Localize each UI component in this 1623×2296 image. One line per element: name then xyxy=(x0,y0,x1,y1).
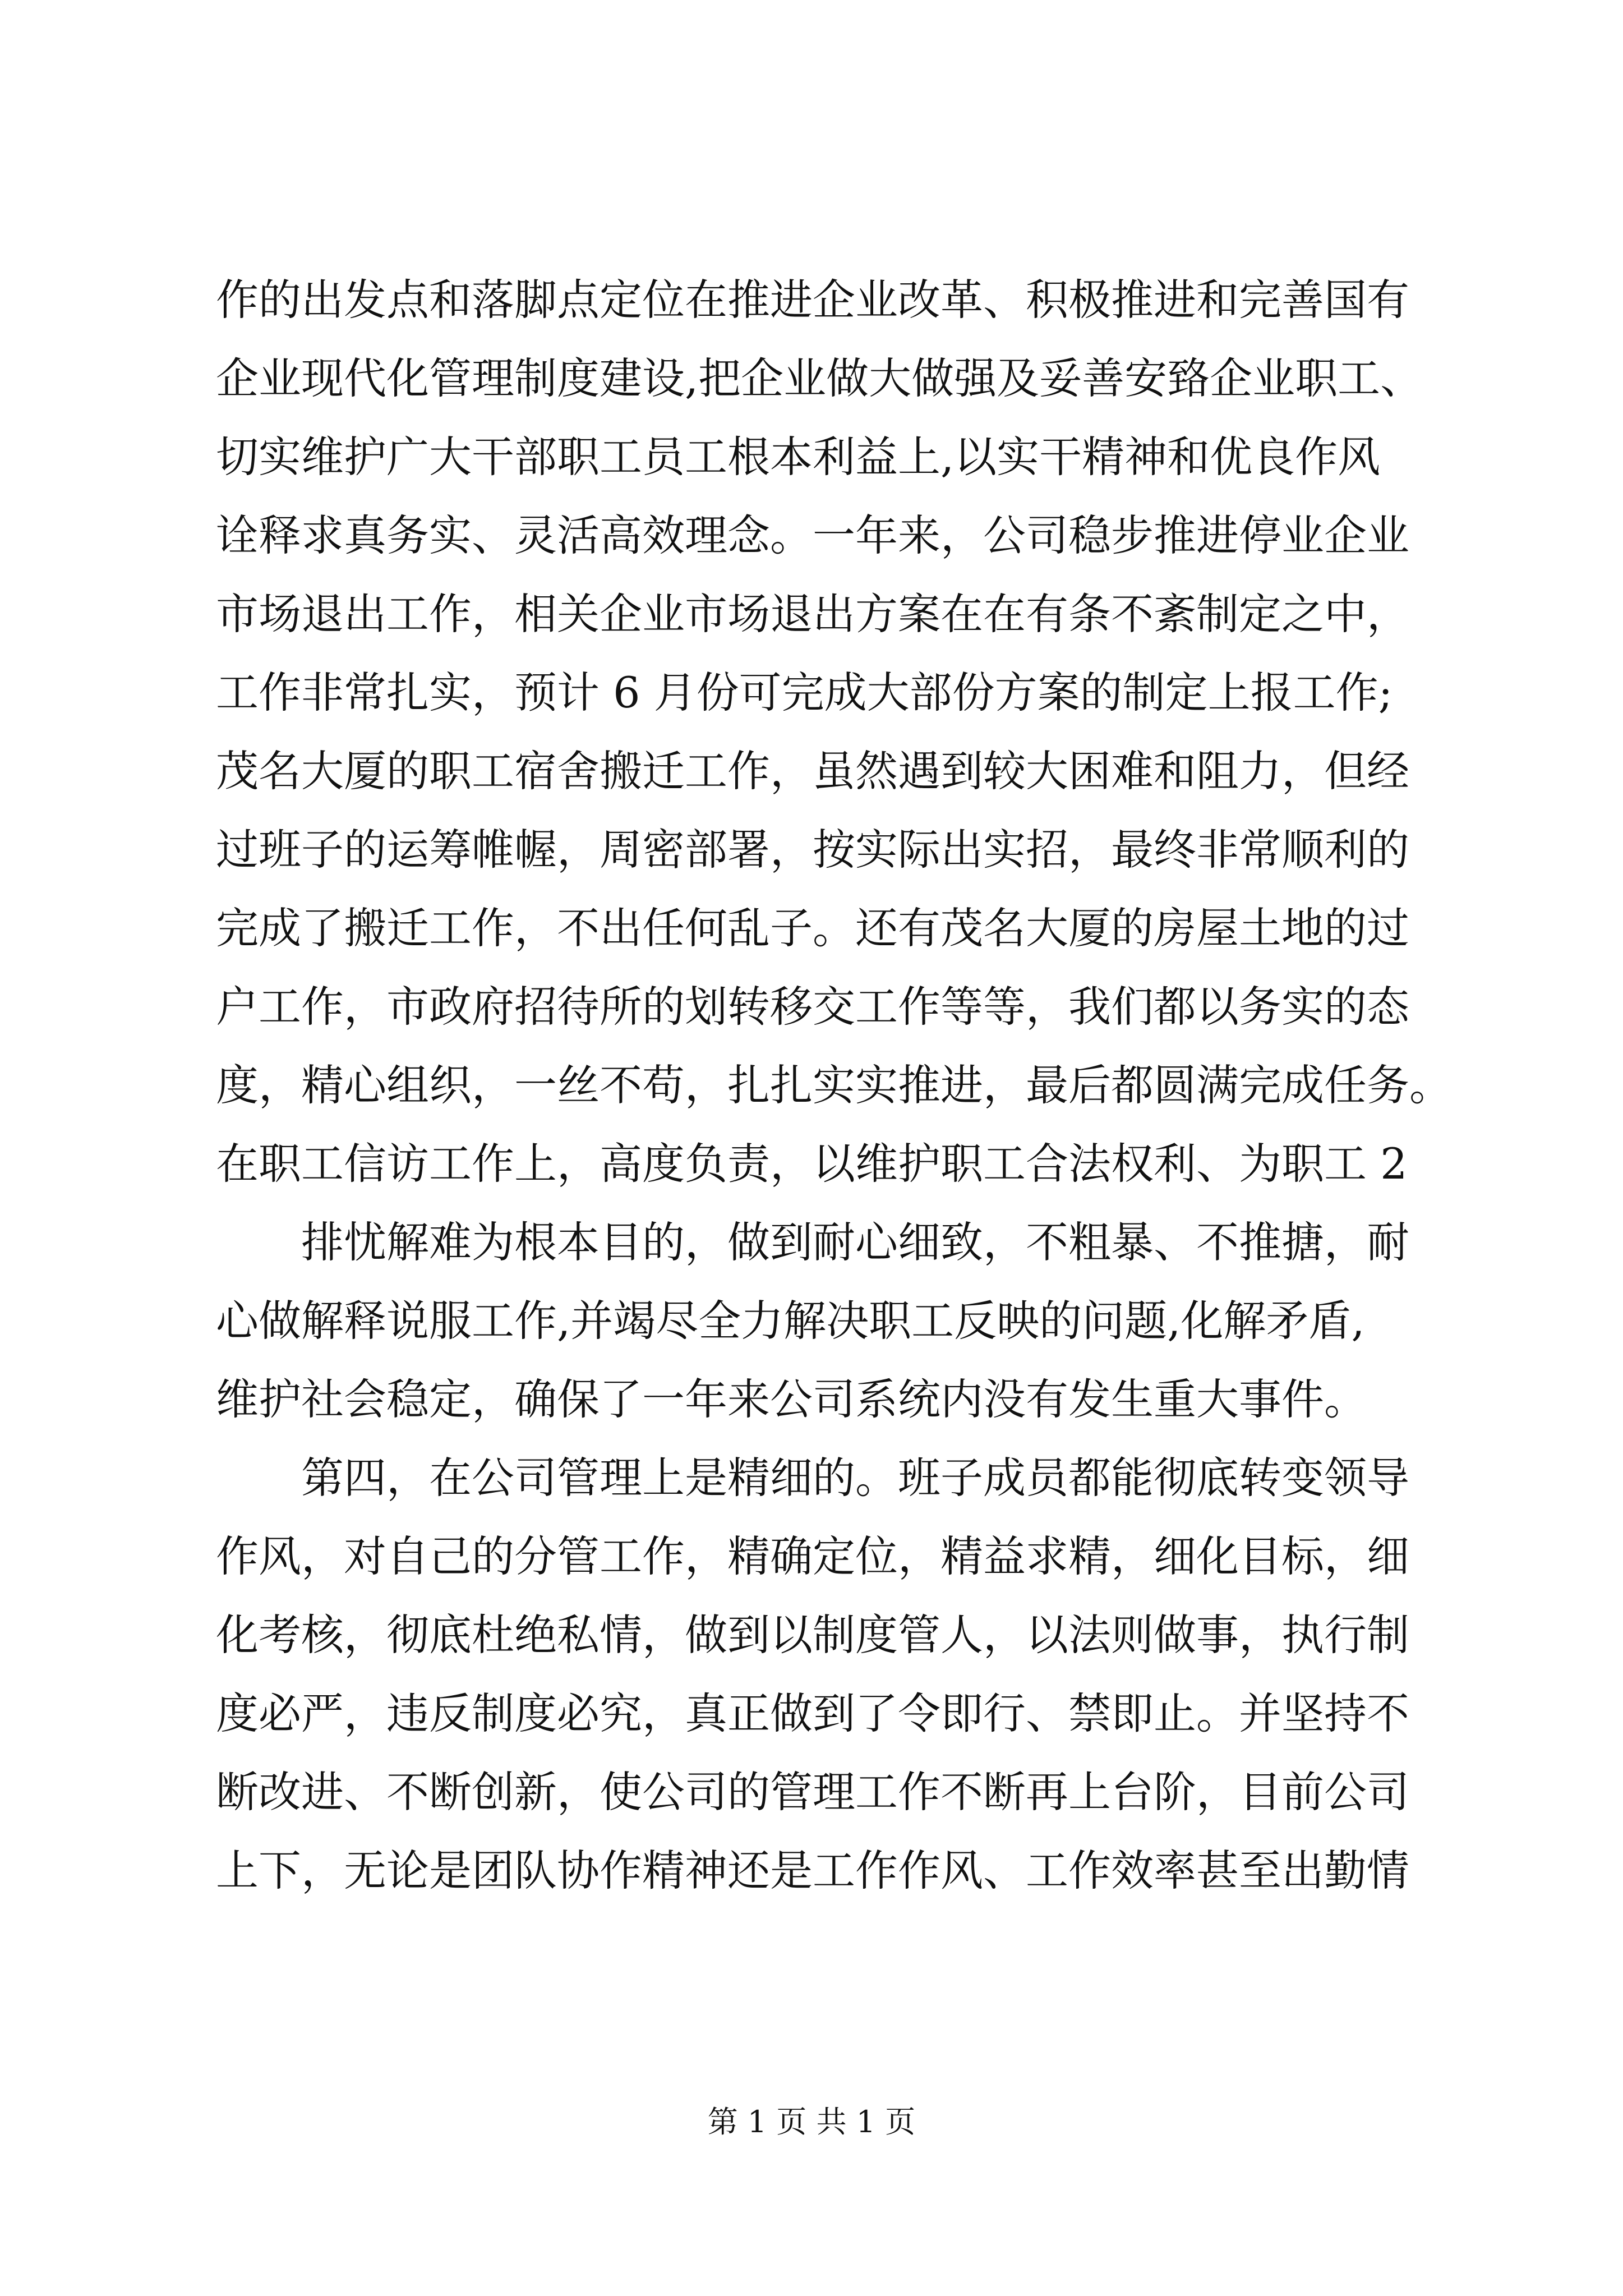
text-line: 户工作，市政府招待所的划转移交工作等等，我们都以务实的态 xyxy=(216,982,1409,1032)
paragraph-start-line: 第四，在公司管理上是精细的。班子成员都能彻底转变领导 xyxy=(301,1453,1409,1503)
document-body xyxy=(216,261,1500,1910)
text-line: 切实维护广大干部职工员工根本利益上,以实干精神和优良作风 xyxy=(216,432,1381,482)
text-line: 过班子的运筹帷幄，周密部署，按实际出实招，最终非常顺利的 xyxy=(216,825,1409,875)
text-line: 市场退出工作，相关企业市场退出方案在在有条不紊制定之中， xyxy=(216,589,1409,639)
text-line: 茂名大厦的职工宿舍搬迁工作，虽然遇到较大困难和阻力，但经 xyxy=(216,746,1409,796)
page-number-footer: 第 1 页 共 1 页 xyxy=(707,2104,916,2139)
text-line: 维护社会稳定，确保了一年来公司系统内没有发生重大事件。 xyxy=(216,1374,1367,1424)
text-line: 完成了搬迁工作，不出任何乱子。还有茂名大厦的房屋土地的过 xyxy=(216,903,1409,953)
text-line: 在职工信访工作上，高度负责，以维护职工合法权利、为职工 2 xyxy=(216,1139,1408,1189)
text-line: 上下，无论是团队协作精神还是工作作风、工作效率甚至出勤情 xyxy=(216,1846,1409,1895)
text-line: 断改进、不断创新，使公司的管理工作不断再上台阶，目前公司 xyxy=(216,1767,1409,1817)
text-line: 心做解释说服工作,并竭尽全力解决职工反映的问题,化解矛盾, xyxy=(216,1296,1365,1346)
text-line: 作的出发点和落脚点定位在推进企业改革、积极推进和完善国有 xyxy=(216,275,1409,325)
text-line: 化考核，彻底杜绝私情，做到以制度管人，以法则做事，执行制 xyxy=(216,1610,1409,1660)
text-line: 企业现代化管理制度建设,把企业做大做强及妥善安臵企业职工、 xyxy=(216,353,1423,403)
text-line: 度，精心组织，一丝不苟，扎扎实实推进，最后都圆满完成任务。 xyxy=(216,1060,1452,1110)
text-line: 诠释求真务实、灵活高效理念。一年来，公司稳步推进停业企业 xyxy=(216,510,1409,560)
paragraph-start-line: 排忧解难为根本目的，做到耐心细致，不粗暴、不推搪，耐 xyxy=(301,1217,1409,1267)
text-line: 作风，对自己的分管工作，精确定位，精益求精，细化目标，细 xyxy=(216,1531,1409,1581)
text-line: 工作非常扎实，预计 6 月份可完成大部份方案的制定上报工作; xyxy=(216,668,1393,717)
text-line: 度必严，违反制度必究，真正做到了令即行、禁即止。并坚持不 xyxy=(216,1688,1409,1738)
